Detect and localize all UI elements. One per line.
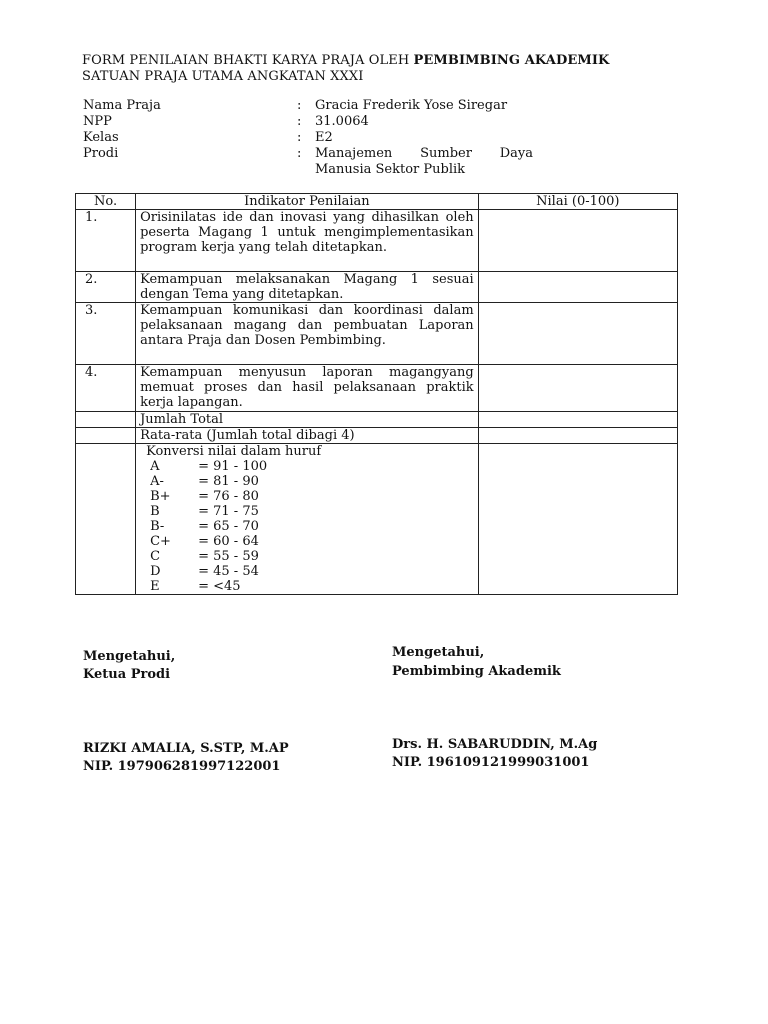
- header-score: Nilai (0-100): [478, 194, 677, 210]
- right-signature-block: [392, 644, 561, 681]
- score-cell[interactable]: [478, 365, 677, 412]
- conversion-range: = <45: [198, 579, 241, 594]
- form-title-line1: FORM PENILAIAN BHAKTI KARYA PRAJA OLEH PEMBIMBING AKADEMIK: [82, 53, 610, 68]
- row-number: 2.: [76, 272, 136, 303]
- conversion-range: = 91 - 100: [198, 459, 268, 474]
- indicator-text: Kemampuan komunikasi dan koordinasi dalam pelaksanaan magang dan pembuatan Laporan antara Praja dan Dosen Pembimbing.: [136, 303, 479, 365]
- form-subtitle: SATUAN PRAJA UTAMA ANGKATAN XXXI: [82, 69, 364, 84]
- table-row: [76, 303, 678, 365]
- indicator-text: Kemampuan menyusun laporan magangyang memuat proses dan hasil pelaksanaan praktik kerja lapangan.: [136, 365, 479, 412]
- colon: :: [297, 98, 302, 113]
- prodi-value-line1: Manajemen Sumber Daya: [315, 146, 533, 161]
- prodi-value-line2: Manusia Sektor Publik: [315, 162, 466, 177]
- left-signature-block: [83, 648, 175, 684]
- left-signatory-name: RIZKI AMALIA, S.STP, M.AP: [83, 741, 289, 756]
- row-number: 4.: [76, 365, 136, 412]
- info-row-class: [83, 130, 543, 146]
- conversion-range: = 60 - 64: [198, 534, 259, 549]
- conversion-grade: A-: [150, 474, 164, 489]
- header-no: No.: [76, 194, 136, 210]
- right-signatory-name: Drs. H. SABARUDDIN, M.Ag: [392, 737, 598, 752]
- conversion-item: [140, 519, 474, 534]
- conversion-range: = 76 - 80: [198, 489, 259, 504]
- conversion-item: [140, 504, 474, 519]
- conversion-grade: B: [150, 504, 160, 519]
- colon: :: [297, 114, 302, 129]
- class-value: E2: [315, 130, 333, 145]
- conversion-item: [140, 474, 474, 489]
- indicator-text: Orisinilatas ide dan inovasi yang dihasilkan oleh peserta Magang 1 untuk mengimplementasikan program kerja yang telah ditetapkan.: [136, 210, 479, 272]
- left-signatory-nip: NIP. 197906281997122001: [83, 759, 281, 774]
- conversion-range: = 55 - 59: [198, 549, 259, 564]
- conversion-grade: A: [150, 459, 160, 474]
- conversion-grade: B+: [150, 489, 171, 504]
- assessment-table: [75, 193, 678, 595]
- right-acknowledge-label: Mengetahui,: [392, 645, 485, 660]
- conversion-cell: [136, 444, 479, 595]
- average-row: [76, 428, 678, 444]
- right-role-label: Pembimbing Akademik: [392, 664, 561, 679]
- score-cell[interactable]: [478, 210, 677, 272]
- header-indicator: Indikator Penilaian: [136, 194, 479, 210]
- conversion-item: [140, 459, 474, 474]
- left-acknowledge-label: Mengetahui,: [83, 649, 176, 664]
- row-number: 3.: [76, 303, 136, 365]
- conversion-range: = 65 - 70: [198, 519, 259, 534]
- name-label: Nama Praja: [83, 98, 161, 113]
- right-signatory: [392, 736, 597, 772]
- conversion-item: [140, 579, 474, 594]
- average-label: Rata-rata (Jumlah total dibagi 4): [136, 428, 479, 444]
- table-row: [76, 210, 678, 272]
- conversion-range: = 45 - 54: [198, 564, 259, 579]
- conversion-row: [76, 444, 678, 595]
- conversion-item: [140, 564, 474, 579]
- info-row-name: [83, 98, 543, 114]
- table-row: [76, 365, 678, 412]
- npp-value: 31.0064: [315, 114, 369, 129]
- conversion-range: = 71 - 75: [198, 504, 259, 519]
- score-cell[interactable]: [478, 303, 677, 365]
- conversion-item: [140, 549, 474, 564]
- conversion-item: [140, 489, 474, 504]
- right-signatory-nip: NIP. 196109121999031001: [392, 755, 590, 770]
- conversion-item: [140, 534, 474, 549]
- grade-cell[interactable]: [478, 444, 677, 595]
- conversion-grade: C+: [150, 534, 171, 549]
- info-row-npp: [83, 114, 543, 130]
- class-label: Kelas: [83, 130, 119, 145]
- student-info: [83, 98, 543, 178]
- conversion-grade: D: [150, 564, 161, 579]
- conversion-range: = 81 - 90: [198, 474, 259, 489]
- conversion-title: Konversi nilai dalam huruf: [146, 444, 322, 459]
- name-value: Gracia Frederik Yose Siregar: [315, 98, 508, 113]
- form-title-bold: PEMBIMBING AKADEMIK: [413, 53, 610, 68]
- left-role-label: Ketua Prodi: [83, 667, 171, 682]
- total-label: Jumlah Total: [136, 412, 479, 428]
- conversion-grade: C: [150, 549, 161, 564]
- row-number: 1.: [76, 210, 136, 272]
- total-score-cell[interactable]: [478, 412, 677, 428]
- left-signatory: [83, 740, 289, 776]
- conversion-grade: E: [150, 579, 160, 594]
- score-cell[interactable]: [478, 272, 677, 303]
- conversion-grade: B-: [150, 519, 165, 534]
- colon: :: [297, 130, 302, 145]
- npp-label: NPP: [83, 114, 112, 129]
- table-header-row: [76, 194, 678, 210]
- form-title: [82, 53, 722, 85]
- colon: :: [297, 146, 302, 161]
- indicator-text: Kemampuan melaksanakan Magang 1 sesuai dengan Tema yang ditetapkan.: [136, 272, 479, 303]
- table-row: [76, 272, 678, 303]
- average-score-cell[interactable]: [478, 428, 677, 444]
- total-row: [76, 412, 678, 428]
- prodi-label: Prodi: [83, 146, 119, 161]
- info-row-prodi: [83, 146, 543, 162]
